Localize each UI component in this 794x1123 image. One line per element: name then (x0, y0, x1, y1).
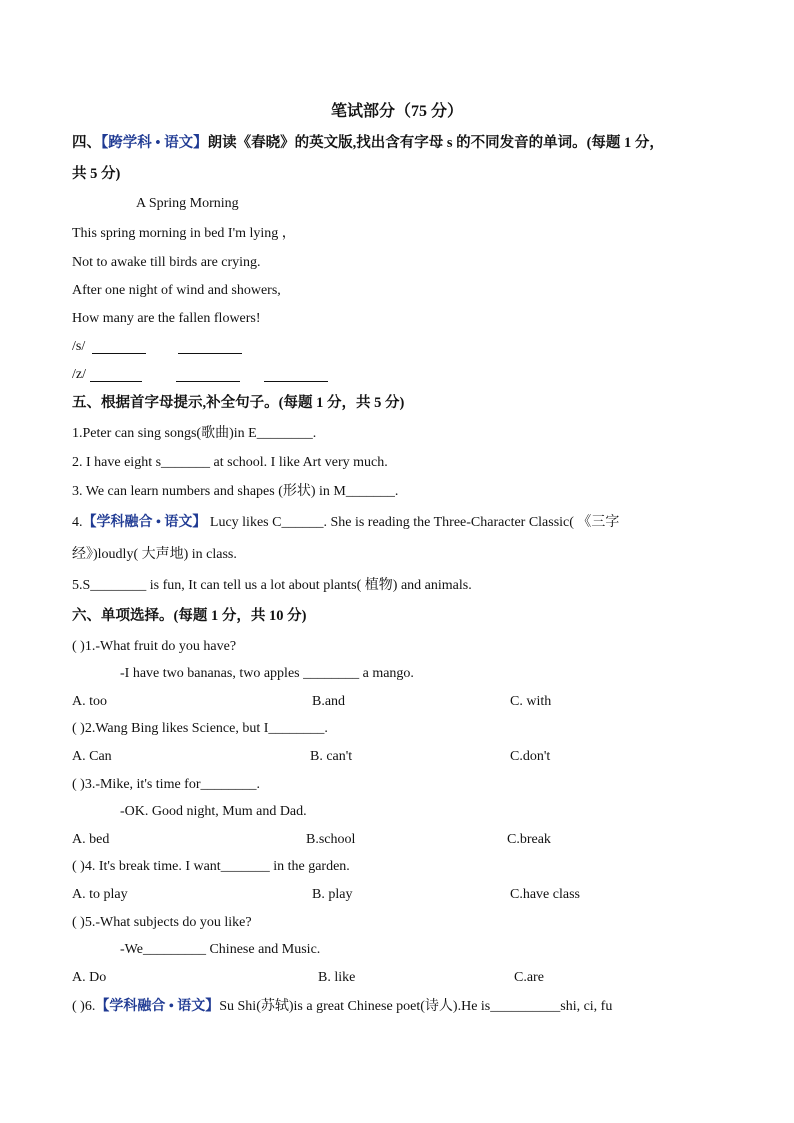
poem-line-2: Not to awake till birds are crying. (72, 255, 261, 270)
section5-q2: 2. I have eight s_______ at school. I like Art very much. (72, 455, 388, 470)
section6-q4-option-a[interactable]: A. to play (72, 887, 128, 902)
z-sound-row (72, 366, 86, 384)
section6-q5-option-b[interactable]: B. like (318, 970, 356, 985)
section5-q4-text: Lucy likes C______. She is reading the Three-Character Classic( 《三字 (206, 515, 620, 530)
section6-q6-prompt (72, 998, 612, 1016)
section5-q4-tag: 【学科融合 • 语文】 (82, 515, 207, 530)
section6-q6-tag: 【学科融合 • 语文】 (95, 999, 220, 1014)
section5-q5: 5.S________ is fun, It can tell us a lot about plants( 植物) and animals. (72, 578, 472, 593)
section6-q1-option-c[interactable]: C. with (510, 694, 552, 709)
section5-q4-cont: 经》)loudly( 大声地) in class. (72, 547, 237, 562)
s-sound-label: /s/ (72, 339, 86, 354)
section5-heading: 五、根据首字母提示,补全句子。(每题 1 分，共 5 分) (72, 395, 405, 411)
s-blank-1[interactable] (92, 341, 146, 354)
section5-q4-num: 4. (72, 515, 83, 530)
section6-q1-prompt: ( )1.-What fruit do you have? (72, 639, 237, 654)
section6-q5-prompt: ( )5.-What subjects do you like? (72, 915, 252, 930)
section6-q1-answer: -I have two bananas, two apples ________ a mango. (120, 666, 414, 681)
section4-tag: 【跨学科 • 语文】 (101, 135, 208, 151)
z-blank-2[interactable] (176, 369, 240, 382)
s-blank-2[interactable] (178, 341, 242, 354)
section6-q4-option-b[interactable]: B. play (312, 887, 353, 902)
section6-q6-text: Su Shi(苏轼)is a great Chinese poet(诗人).He is__________shi, ci, fu (219, 999, 613, 1014)
section6-q3-option-a[interactable]: A. bed (72, 832, 110, 847)
section6-q4-option-c[interactable]: C.have class (510, 887, 580, 902)
section6-q2-option-b[interactable]: B. can't (310, 749, 353, 764)
section6-q1-option-a[interactable]: A. too (72, 694, 107, 709)
section5-q4 (72, 514, 619, 532)
section6-q4-prompt: ( )4. It's break time. I want_______ in the garden. (72, 859, 350, 874)
section6-q3-option-b[interactable]: B.school (306, 832, 356, 847)
z-blank-1[interactable] (90, 369, 142, 382)
poem-line-3: After one night of wind and showers, (72, 283, 281, 298)
section6-q3-prompt: ( )3.-Mike, it's time for________. (72, 777, 260, 792)
page-title: 笔试部分（75 分） (330, 103, 463, 120)
section4-heading-num: 四、 (72, 135, 101, 151)
section6-q6-num: ( )6. (72, 999, 96, 1014)
s-sound-row (72, 338, 85, 356)
section4-heading-cont: 共 5 分) (72, 166, 121, 182)
section5-q1: 1.Peter can sing songs(歌曲)in E________. (72, 426, 317, 441)
section6-q1-option-b[interactable]: B.and (312, 694, 346, 709)
section6-q3-answer: -OK. Good night, Mum and Dad. (120, 804, 307, 819)
section4-heading (72, 134, 664, 152)
section6-q5-option-a[interactable]: A. Do (72, 970, 107, 985)
section5-q3: 3. We can learn numbers and shapes (形状) in M_______. (72, 484, 399, 499)
poem-line-4: How many are the fallen flowers! (72, 311, 261, 326)
z-blank-3[interactable] (264, 369, 328, 382)
z-sound-label: /z/ (72, 367, 86, 382)
section6-q3-option-c[interactable]: C.break (507, 832, 551, 847)
section6-heading: 六、单项选择。(每题 1 分，共 10 分) (72, 608, 307, 624)
section6-q5-answer: -We_________ Chinese and Music. (120, 942, 321, 957)
poem-title: A Spring Morning (136, 196, 239, 211)
section4-heading-text: 朗读《春晓》的英文版,找出含有字母 s 的不同发音的单词。(每题 1 分， (207, 135, 664, 151)
section6-q5-option-c[interactable]: C.are (514, 970, 544, 985)
poem-line-1: This spring morning in bed I'm lying ， (72, 226, 296, 241)
section6-q2-option-a[interactable]: A. Can (72, 749, 112, 764)
section6-q2-option-c[interactable]: C.don't (510, 749, 551, 764)
section6-q2-prompt: ( )2.Wang Bing likes Science, but I________. (72, 721, 328, 736)
